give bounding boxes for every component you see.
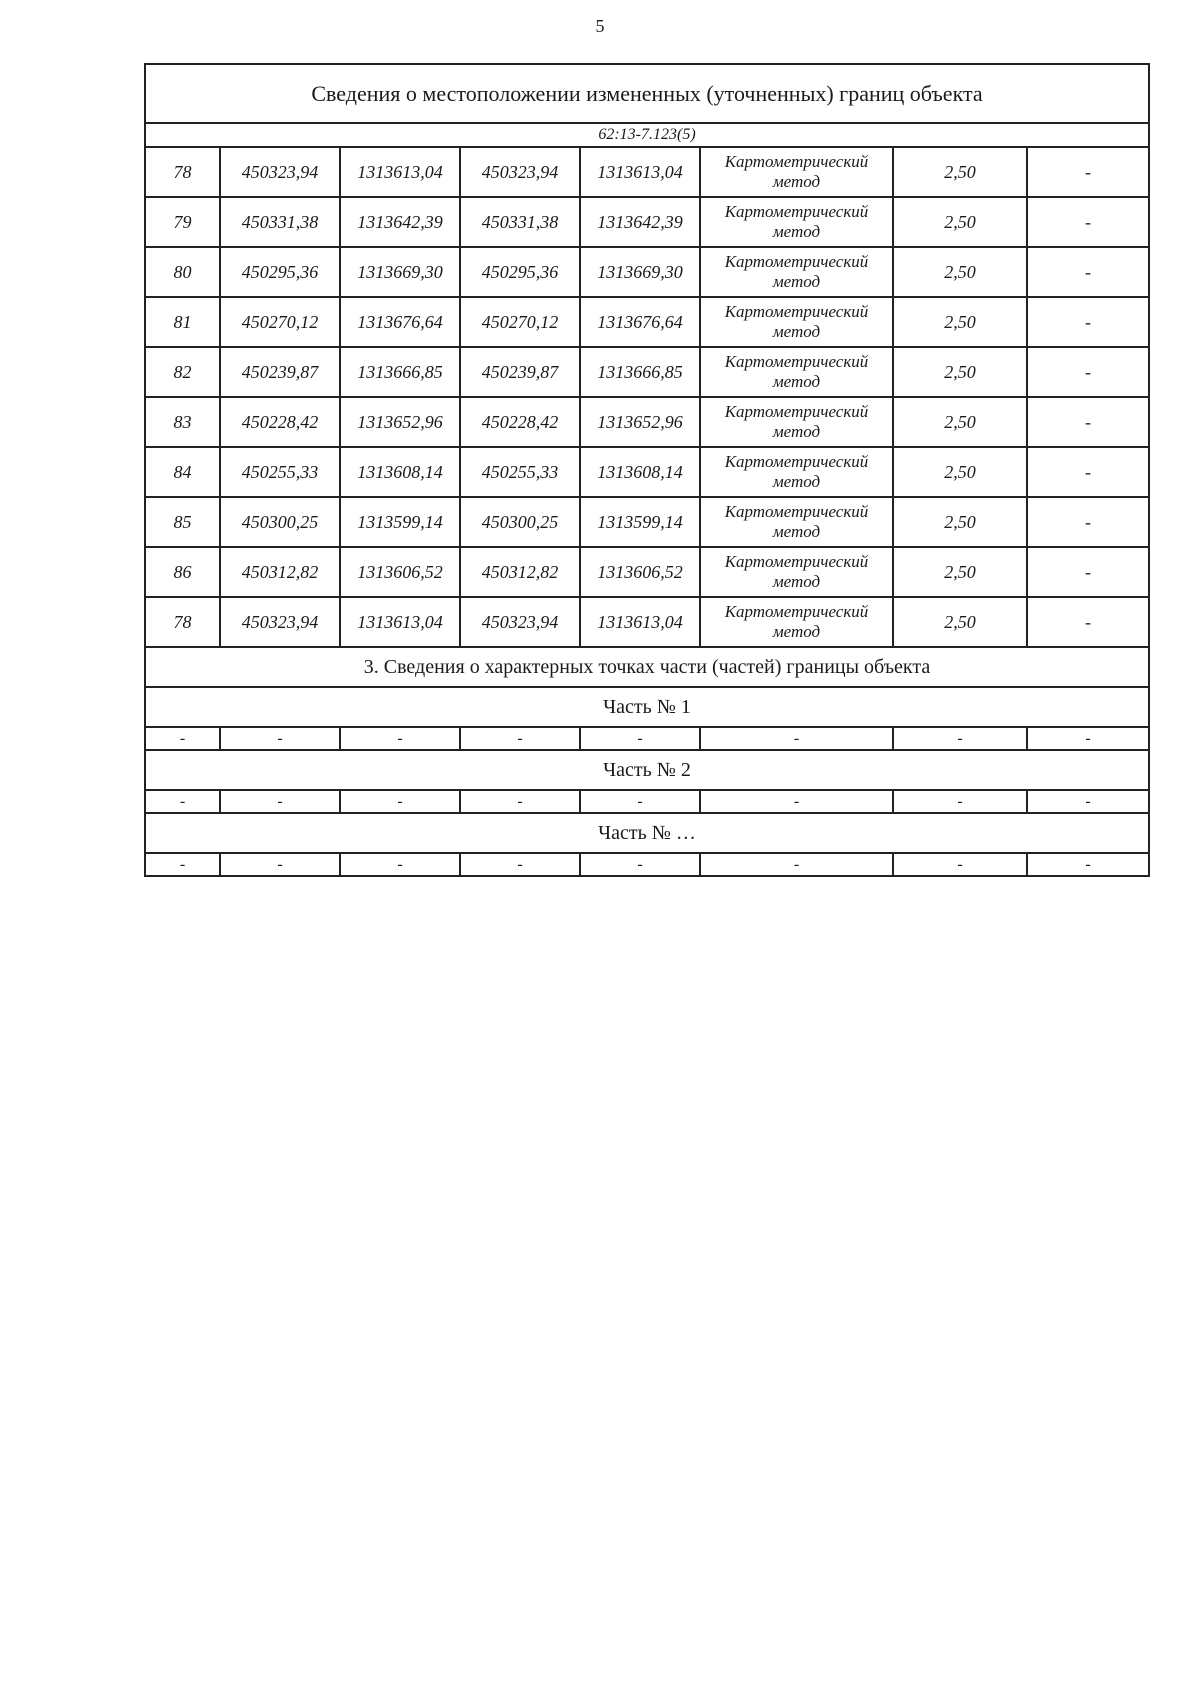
y-coordinate-refined: 1313666,85 bbox=[580, 347, 700, 397]
y-coordinate-existing: 1313676,64 bbox=[340, 297, 460, 347]
empty-cell: - bbox=[580, 853, 700, 876]
method-line-1: Картометрический bbox=[724, 202, 869, 221]
note-value: - bbox=[1027, 247, 1149, 297]
method-line-2: метод bbox=[772, 622, 821, 641]
point-number: 80 bbox=[145, 247, 220, 297]
y-coordinate-existing: 1313642,39 bbox=[340, 197, 460, 247]
part-values-row bbox=[145, 790, 1149, 813]
determination-method bbox=[700, 547, 893, 597]
x-coordinate-existing: 450331,38 bbox=[220, 197, 340, 247]
table-row bbox=[145, 197, 1149, 247]
empty-cell: - bbox=[145, 853, 220, 876]
empty-cell: - bbox=[220, 853, 340, 876]
point-number: 78 bbox=[145, 147, 220, 197]
empty-cell: - bbox=[700, 790, 893, 813]
x-coordinate-refined: 450295,36 bbox=[460, 247, 580, 297]
method-line-2: метод bbox=[772, 372, 821, 391]
accuracy-value: 2,50 bbox=[893, 497, 1027, 547]
method-line-2: метод bbox=[772, 572, 821, 591]
x-coordinate-refined: 450323,94 bbox=[460, 147, 580, 197]
part-label: Часть № 2 bbox=[145, 750, 1149, 790]
note-value: - bbox=[1027, 447, 1149, 497]
y-coordinate-refined: 1313613,04 bbox=[580, 147, 700, 197]
x-coordinate-existing: 450312,82 bbox=[220, 547, 340, 597]
x-coordinate-refined: 450228,42 bbox=[460, 397, 580, 447]
table-title-row bbox=[145, 64, 1149, 123]
accuracy-value: 2,50 bbox=[893, 597, 1027, 647]
method-line-1: Картометрический bbox=[724, 152, 869, 171]
page-number: 5 bbox=[595, 16, 605, 36]
part-label: Часть № … bbox=[145, 813, 1149, 853]
method-line-2: метод bbox=[772, 522, 821, 541]
x-coordinate-existing: 450300,25 bbox=[220, 497, 340, 547]
point-number: 82 bbox=[145, 347, 220, 397]
table-row bbox=[145, 447, 1149, 497]
point-number: 84 bbox=[145, 447, 220, 497]
empty-cell: - bbox=[700, 727, 893, 750]
table-row bbox=[145, 297, 1149, 347]
empty-cell: - bbox=[220, 727, 340, 750]
method-line-2: метод bbox=[772, 272, 821, 291]
x-coordinate-existing: 450323,94 bbox=[220, 147, 340, 197]
accuracy-value: 2,50 bbox=[893, 197, 1027, 247]
accuracy-value: 2,50 bbox=[893, 147, 1027, 197]
y-coordinate-existing: 1313669,30 bbox=[340, 247, 460, 297]
note-value: - bbox=[1027, 597, 1149, 647]
empty-cell: - bbox=[1027, 853, 1149, 876]
point-number: 86 bbox=[145, 547, 220, 597]
empty-cell: - bbox=[340, 790, 460, 813]
note-value: - bbox=[1027, 197, 1149, 247]
accuracy-value: 2,50 bbox=[893, 347, 1027, 397]
empty-cell: - bbox=[340, 853, 460, 876]
empty-cell: - bbox=[460, 727, 580, 750]
accuracy-value: 2,50 bbox=[893, 297, 1027, 347]
note-value: - bbox=[1027, 497, 1149, 547]
empty-cell: - bbox=[893, 790, 1027, 813]
method-line-1: Картометрический bbox=[724, 352, 869, 371]
point-number: 79 bbox=[145, 197, 220, 247]
x-coordinate-refined: 450270,12 bbox=[460, 297, 580, 347]
table-title: Сведения о местоположении измененных (уточненных) границ объекта bbox=[145, 64, 1149, 123]
accuracy-value: 2,50 bbox=[893, 247, 1027, 297]
y-coordinate-existing: 1313599,14 bbox=[340, 497, 460, 547]
y-coordinate-refined: 1313669,30 bbox=[580, 247, 700, 297]
section-3-heading: 3. Сведения о характерных точках части (частей) границы объекта bbox=[145, 647, 1149, 687]
y-coordinate-existing: 1313606,52 bbox=[340, 547, 460, 597]
part-label-row bbox=[145, 750, 1149, 790]
part-label: Часть № 1 bbox=[145, 687, 1149, 727]
determination-method bbox=[700, 597, 893, 647]
determination-method bbox=[700, 247, 893, 297]
empty-cell: - bbox=[700, 853, 893, 876]
accuracy-value: 2,50 bbox=[893, 547, 1027, 597]
x-coordinate-refined: 450323,94 bbox=[460, 597, 580, 647]
y-coordinate-refined: 1313606,52 bbox=[580, 547, 700, 597]
x-coordinate-refined: 450255,33 bbox=[460, 447, 580, 497]
cadastral-code: 62:13-7.123(5) bbox=[145, 123, 1149, 147]
point-number: 78 bbox=[145, 597, 220, 647]
empty-cell: - bbox=[1027, 790, 1149, 813]
note-value: - bbox=[1027, 547, 1149, 597]
x-coordinate-existing: 450239,87 bbox=[220, 347, 340, 397]
part-label-row bbox=[145, 813, 1149, 853]
determination-method bbox=[700, 297, 893, 347]
cadastral-code-row bbox=[145, 123, 1149, 147]
y-coordinate-refined: 1313599,14 bbox=[580, 497, 700, 547]
empty-cell: - bbox=[580, 727, 700, 750]
note-value: - bbox=[1027, 347, 1149, 397]
method-line-2: метод bbox=[772, 422, 821, 441]
part-values-row bbox=[145, 727, 1149, 750]
determination-method bbox=[700, 447, 893, 497]
y-coordinate-refined: 1313642,39 bbox=[580, 197, 700, 247]
table-row bbox=[145, 397, 1149, 447]
method-line-1: Картометрический bbox=[724, 552, 869, 571]
x-coordinate-existing: 450295,36 bbox=[220, 247, 340, 297]
table-row bbox=[145, 597, 1149, 647]
y-coordinate-existing: 1313652,96 bbox=[340, 397, 460, 447]
method-line-2: метод bbox=[772, 322, 821, 341]
table-row bbox=[145, 547, 1149, 597]
empty-cell: - bbox=[145, 790, 220, 813]
y-coordinate-refined: 1313652,96 bbox=[580, 397, 700, 447]
x-coordinate-existing: 450323,94 bbox=[220, 597, 340, 647]
empty-cell: - bbox=[893, 853, 1027, 876]
part-label-row bbox=[145, 687, 1149, 727]
determination-method bbox=[700, 347, 893, 397]
x-coordinate-existing: 450255,33 bbox=[220, 447, 340, 497]
note-value: - bbox=[1027, 147, 1149, 197]
table-row bbox=[145, 347, 1149, 397]
x-coordinate-refined: 450331,38 bbox=[460, 197, 580, 247]
y-coordinate-existing: 1313608,14 bbox=[340, 447, 460, 497]
method-line-1: Картометрический bbox=[724, 502, 869, 521]
method-line-2: метод bbox=[772, 172, 821, 191]
determination-method bbox=[700, 397, 893, 447]
x-coordinate-refined: 450300,25 bbox=[460, 497, 580, 547]
determination-method bbox=[700, 197, 893, 247]
empty-cell: - bbox=[145, 727, 220, 750]
y-coordinate-existing: 1313613,04 bbox=[340, 147, 460, 197]
y-coordinate-existing: 1313613,04 bbox=[340, 597, 460, 647]
y-coordinate-existing: 1313666,85 bbox=[340, 347, 460, 397]
y-coordinate-refined: 1313676,64 bbox=[580, 297, 700, 347]
empty-cell: - bbox=[893, 727, 1027, 750]
method-line-1: Картометрический bbox=[724, 302, 869, 321]
method-line-2: метод bbox=[772, 472, 821, 491]
method-line-1: Картометрический bbox=[724, 602, 869, 621]
empty-cell: - bbox=[580, 790, 700, 813]
empty-cell: - bbox=[340, 727, 460, 750]
method-line-1: Картометрический bbox=[724, 452, 869, 471]
empty-cell: - bbox=[460, 853, 580, 876]
empty-cell: - bbox=[1027, 727, 1149, 750]
part-values-row bbox=[145, 853, 1149, 876]
y-coordinate-refined: 1313608,14 bbox=[580, 447, 700, 497]
empty-cell: - bbox=[220, 790, 340, 813]
table-row bbox=[145, 497, 1149, 547]
section-3-row bbox=[145, 647, 1149, 687]
x-coordinate-existing: 450228,42 bbox=[220, 397, 340, 447]
table-row bbox=[145, 247, 1149, 297]
method-line-2: метод bbox=[772, 222, 821, 241]
determination-method bbox=[700, 147, 893, 197]
method-line-1: Картометрический bbox=[724, 252, 869, 271]
point-number: 85 bbox=[145, 497, 220, 547]
x-coordinate-refined: 450312,82 bbox=[460, 547, 580, 597]
note-value: - bbox=[1027, 397, 1149, 447]
note-value: - bbox=[1027, 297, 1149, 347]
point-number: 81 bbox=[145, 297, 220, 347]
accuracy-value: 2,50 bbox=[893, 397, 1027, 447]
y-coordinate-refined: 1313613,04 bbox=[580, 597, 700, 647]
table-row bbox=[145, 147, 1149, 197]
x-coordinate-existing: 450270,12 bbox=[220, 297, 340, 347]
accuracy-value: 2,50 bbox=[893, 447, 1027, 497]
method-line-1: Картометрический bbox=[724, 402, 869, 421]
point-number: 83 bbox=[145, 397, 220, 447]
boundary-coordinates-table bbox=[144, 63, 1150, 877]
empty-cell: - bbox=[460, 790, 580, 813]
x-coordinate-refined: 450239,87 bbox=[460, 347, 580, 397]
determination-method bbox=[700, 497, 893, 547]
